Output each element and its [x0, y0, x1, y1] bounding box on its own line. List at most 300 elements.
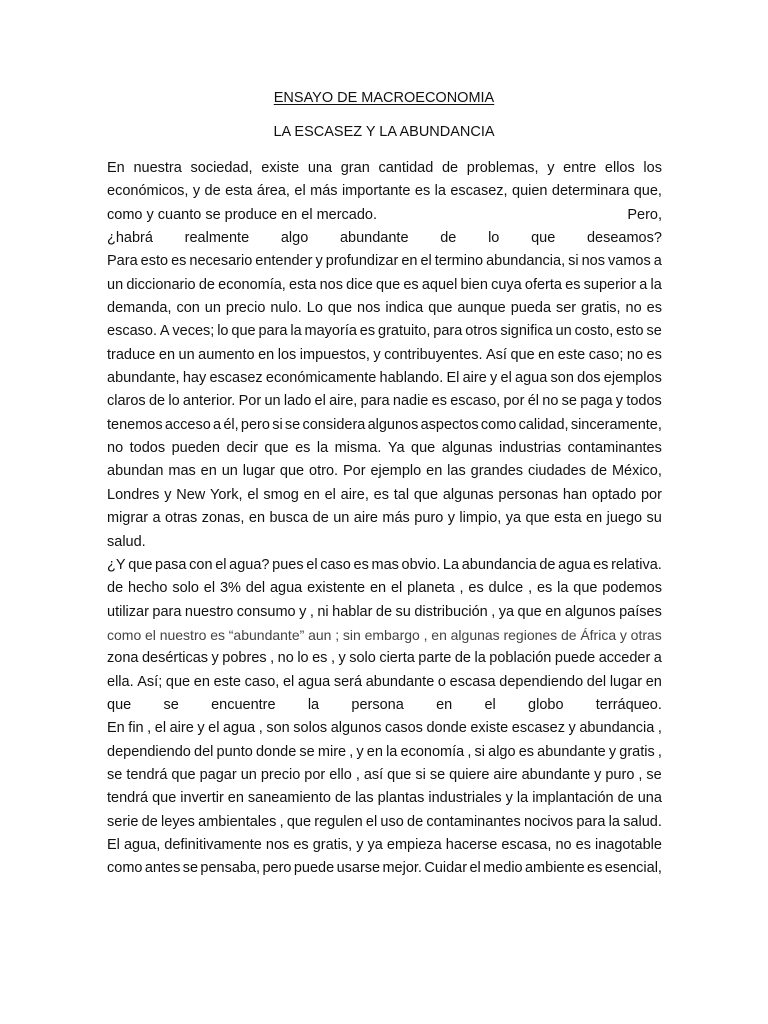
- body-word: de: [440, 230, 457, 247]
- body-word: por: [640, 486, 662, 503]
- body-word: que: [525, 510, 550, 527]
- body-word: aun: [308, 626, 332, 643]
- body-word: Así;: [137, 673, 163, 690]
- body-word: gran: [340, 160, 370, 176]
- body-word: y: [338, 650, 346, 667]
- body-word: gratuito,: [378, 323, 431, 340]
- body-word: aire: [462, 370, 487, 387]
- body-word: de: [312, 510, 329, 527]
- body-word: antes: [144, 860, 181, 877]
- body-word: área,: [256, 183, 290, 200]
- body-word: del: [586, 673, 607, 690]
- body-word: ,: [459, 580, 464, 597]
- body-word: ella.: [107, 673, 134, 690]
- body-word: distribución: [414, 603, 488, 620]
- body-word: Londres: [107, 486, 160, 503]
- body-word: mejor.: [382, 860, 422, 877]
- body-word: gratis: [619, 743, 655, 760]
- body-line: [107, 811, 662, 834]
- body-word: optado: [591, 486, 637, 503]
- body-word: no: [277, 650, 294, 667]
- body-word: demanda,: [107, 300, 172, 317]
- body-word: y: [373, 346, 381, 363]
- body-word: que: [411, 440, 436, 457]
- body-word: caso;: [588, 346, 624, 363]
- body-word: algunos: [330, 720, 382, 737]
- body-line: [107, 694, 662, 717]
- body-word: consumo: [236, 603, 296, 620]
- body-word: el: [420, 253, 432, 270]
- body-word: nuestro: [184, 603, 234, 620]
- body-word: los: [277, 346, 297, 363]
- body-word: cantidad: [378, 160, 434, 176]
- body-word: en: [426, 463, 443, 480]
- body-word: las: [447, 463, 466, 480]
- body-word: nuestro: [159, 626, 207, 643]
- body-word: y: [447, 510, 455, 527]
- body-word: se: [429, 766, 446, 783]
- body-word: algunos: [564, 603, 616, 620]
- body-word: relativa.: [611, 556, 662, 573]
- body-word: grandes: [470, 463, 524, 480]
- body-line: [107, 577, 662, 600]
- body-line: [107, 834, 662, 857]
- body-word: precio: [225, 300, 266, 317]
- body-word: entre: [563, 160, 597, 176]
- body-word: saneamiento: [247, 790, 331, 807]
- body-word: termino: [434, 253, 484, 270]
- document-subtitle: LA ESCASEZ Y LA ABUNDANCIA: [273, 124, 495, 140]
- body-word: escasa,: [501, 836, 552, 853]
- body-word: pueda: [510, 300, 552, 317]
- body-word: que: [573, 580, 598, 597]
- body-word: de: [407, 813, 424, 830]
- body-word: que: [279, 463, 305, 480]
- body-word: de: [454, 650, 471, 667]
- body-word: aquel: [421, 276, 458, 293]
- body-word: algunas: [450, 626, 500, 643]
- body-word: contribuyentes.: [384, 346, 483, 363]
- body-line: [107, 484, 662, 507]
- body-word: agua: [297, 673, 331, 690]
- body-word: economía: [400, 743, 465, 760]
- body-word: usarse: [336, 860, 381, 877]
- body-word: ellos: [604, 160, 635, 176]
- body-word: algunos: [367, 416, 419, 433]
- body-word: ya: [498, 603, 515, 620]
- body-word: nocivos: [523, 813, 574, 830]
- body-word: es: [359, 323, 376, 340]
- body-word: todos: [626, 393, 662, 410]
- body-word: la: [434, 183, 446, 200]
- body-word: pueden: [171, 440, 220, 457]
- body-word: solo: [349, 650, 376, 667]
- body-word: ejemplo: [370, 463, 422, 480]
- body-word: dos: [577, 370, 601, 387]
- body-word: sinceramente,: [570, 416, 662, 433]
- body-line: [107, 227, 662, 250]
- body-line: [107, 507, 662, 530]
- body-word: es: [293, 836, 309, 853]
- body-word: ,: [270, 650, 275, 667]
- body-word: pobres: [222, 650, 267, 667]
- body-word: de: [560, 626, 577, 643]
- body-word: en: [248, 510, 266, 527]
- body-word: puro: [605, 766, 635, 783]
- body-word: son: [266, 720, 290, 737]
- body-word: mas: [371, 556, 399, 573]
- body-word: algo: [488, 743, 516, 760]
- body-word: en: [586, 510, 603, 527]
- body-word: es: [414, 183, 431, 200]
- body-word: y: [608, 743, 617, 760]
- body-word: han: [562, 486, 588, 503]
- body-word: diccionario: [126, 276, 196, 293]
- body-word: busca: [269, 510, 309, 527]
- body-word: en: [369, 580, 387, 597]
- body-word: y: [619, 626, 627, 643]
- body-word: que: [264, 440, 289, 457]
- body-word: el: [365, 813, 378, 830]
- body-word: de: [617, 790, 634, 807]
- body-word: no: [542, 393, 559, 410]
- body-word: las: [355, 790, 374, 807]
- body-word: la: [290, 323, 302, 340]
- body-word: bien: [460, 276, 488, 293]
- body-word: Cuidar: [424, 860, 468, 877]
- body-word: necesario: [189, 253, 253, 270]
- body-word: precio: [260, 766, 301, 783]
- body-word: la: [307, 696, 320, 713]
- body-word: como: [107, 860, 143, 877]
- body-word: tendrá: [126, 766, 168, 783]
- body-word: dice: [346, 276, 373, 293]
- body-word: con: [176, 300, 200, 317]
- body-word: el: [390, 580, 403, 597]
- body-word: acceder: [598, 650, 651, 667]
- body-word: abundante,: [107, 370, 180, 387]
- body-word: de: [375, 603, 393, 620]
- body-word: países: [619, 603, 662, 620]
- body-word: es: [646, 300, 662, 317]
- body-word: fin: [128, 720, 144, 737]
- body-word: realmente: [184, 230, 250, 247]
- body-word: ,: [147, 720, 152, 737]
- body-word: escaso.: [107, 323, 157, 340]
- body-word: es: [171, 253, 187, 270]
- body-word: industrias: [499, 440, 562, 457]
- body-word: aunque: [457, 300, 506, 317]
- body-word: parte: [418, 650, 452, 667]
- body-word: lugar: [609, 673, 643, 690]
- body-word: A: [159, 323, 170, 340]
- body-word: la: [608, 813, 620, 830]
- body-line: [107, 274, 662, 297]
- body-word: para: [433, 323, 463, 340]
- body-word: y: [315, 253, 323, 270]
- body-word: su: [646, 510, 662, 527]
- body-word: el: [282, 673, 295, 690]
- body-word: en: [200, 463, 217, 480]
- body-word: ,: [638, 766, 643, 783]
- body-word: a: [653, 253, 662, 270]
- body-word: salud.: [623, 813, 662, 830]
- body-word: escasa: [449, 673, 496, 690]
- body-word: es: [295, 440, 311, 457]
- body-word: es: [593, 556, 609, 573]
- body-word: pero: [262, 860, 292, 877]
- body-word: agua,: [123, 836, 161, 853]
- body-word: la: [557, 580, 569, 597]
- body-word: puro: [414, 510, 444, 527]
- body-word: es: [536, 580, 553, 597]
- body-word: no: [626, 346, 644, 363]
- body-word: en: [158, 346, 176, 363]
- body-word: y: [615, 393, 624, 410]
- body-word: superior: [583, 276, 637, 293]
- body-word: sociedad,: [190, 160, 253, 176]
- body-word: solos: [293, 720, 328, 737]
- body-word: que: [107, 696, 132, 713]
- body-line: [107, 764, 662, 787]
- body-word: Por: [238, 393, 262, 410]
- body-word: otro.: [309, 463, 339, 480]
- body-word: en: [303, 486, 320, 503]
- body-word: paga: [580, 393, 613, 410]
- body-word: vamos: [608, 253, 651, 270]
- body-word: y: [299, 603, 307, 620]
- body-word: En: [107, 720, 125, 737]
- body-word: hay: [182, 370, 207, 387]
- body-line: [107, 787, 662, 810]
- body-word: profundizar: [325, 253, 399, 270]
- body-word: que: [286, 813, 312, 830]
- body-word: ,: [258, 720, 263, 737]
- body-word: gratis,: [581, 300, 621, 317]
- body-word: que: [231, 323, 256, 340]
- body-word: puede: [554, 650, 596, 667]
- body-word: que: [327, 300, 353, 317]
- body-word: hacerse: [445, 836, 498, 853]
- body-word: es: [575, 836, 591, 853]
- body-word: mayoría: [304, 323, 357, 340]
- body-word: inagotable: [595, 836, 662, 853]
- body-word: leyes: [161, 813, 195, 830]
- body-word: Por: [342, 463, 366, 480]
- body-word: utilizar: [107, 603, 149, 620]
- body-line: [107, 460, 662, 483]
- body-word: y: [211, 650, 219, 667]
- body-word: en: [366, 743, 383, 760]
- body-word: abundante: [521, 766, 591, 783]
- body-word: existente: [307, 580, 366, 597]
- body-word: nulo.: [270, 300, 302, 317]
- body-word: hecho: [127, 580, 168, 597]
- body-word: es: [518, 743, 535, 760]
- body-word: es: [468, 580, 484, 597]
- body-word: su: [395, 603, 411, 620]
- body-word: es: [312, 650, 328, 667]
- body-word: serie: [107, 813, 139, 830]
- body-word: traduce: [107, 346, 156, 363]
- body-word: solo: [172, 580, 199, 597]
- body-word: por: [503, 393, 525, 410]
- body-word: El: [107, 836, 120, 853]
- body-word: aire: [169, 720, 194, 737]
- body-word: costo,: [574, 323, 614, 340]
- body-word: de: [141, 813, 158, 830]
- body-line: [107, 157, 662, 180]
- body-line-segment: como y cuanto se produce en el mercado.: [107, 206, 378, 223]
- body-word: otras: [630, 626, 662, 643]
- body-word: economía,: [218, 276, 286, 293]
- body-word: o: [437, 673, 446, 690]
- body-word: ,: [349, 743, 354, 760]
- body-word: misma.: [334, 440, 382, 457]
- body-word: lo: [168, 393, 180, 410]
- body-word: dependiendo: [107, 743, 191, 760]
- body-word: un: [204, 300, 221, 317]
- body-word: nos: [265, 836, 290, 853]
- body-word: limpio,: [459, 510, 502, 527]
- body-word: problemas,: [466, 160, 539, 176]
- body-word: desérticas: [141, 650, 209, 667]
- body-word: y: [547, 160, 555, 176]
- body-line: [107, 414, 662, 437]
- body-word: es: [210, 626, 225, 643]
- body-word: New: [176, 486, 206, 503]
- body-word: el: [247, 486, 259, 503]
- body-word: determinara: [551, 183, 630, 200]
- body-word: indica: [385, 300, 424, 317]
- body-line: [107, 601, 662, 624]
- body-word: importante: [341, 183, 411, 200]
- body-line: [107, 390, 662, 413]
- body-line: [107, 367, 662, 390]
- body-word: encuentre: [211, 696, 276, 713]
- body-word: no: [555, 836, 572, 853]
- body-word: el: [500, 370, 512, 387]
- body-word: en: [401, 253, 418, 270]
- body-word: un: [555, 323, 572, 340]
- body-word: que: [152, 790, 177, 807]
- body-word: en: [538, 346, 555, 363]
- body-line: [107, 250, 662, 273]
- body-word: ,: [467, 743, 472, 760]
- body-word: significa: [500, 323, 553, 340]
- body-word: escaso,: [450, 393, 501, 410]
- body-word: veces;: [172, 323, 215, 340]
- body-word: aire,: [329, 393, 358, 410]
- body-word: tendrá: [107, 790, 149, 807]
- body-word: para: [152, 603, 182, 620]
- body-word: este: [213, 673, 241, 690]
- body-word: algunas: [442, 486, 494, 503]
- body-word: de: [148, 393, 166, 410]
- body-line: [107, 180, 662, 203]
- body-word: esencial,: [604, 860, 662, 877]
- body-word: el: [203, 580, 216, 597]
- body-word: implantación: [532, 790, 614, 807]
- body-word: más: [310, 183, 338, 200]
- body-word: sin: [342, 626, 361, 643]
- body-line: [107, 671, 662, 694]
- body-word: hablando.: [379, 370, 444, 387]
- body-word: para: [360, 393, 390, 410]
- body-word: juego: [606, 510, 643, 527]
- body-word: “abundante”: [228, 626, 305, 643]
- body-line: salud.: [107, 533, 146, 550]
- body-word: que: [413, 486, 439, 503]
- body-word: de: [539, 556, 556, 573]
- body-word: en: [436, 696, 453, 713]
- body-word: esta: [225, 183, 253, 200]
- body-word: impuestos,: [299, 346, 370, 363]
- body-word: La: [442, 556, 460, 573]
- body-word: es: [431, 393, 447, 410]
- body-word: definitivamente: [164, 836, 262, 853]
- body-word: ,: [657, 743, 662, 760]
- body-word: se: [646, 323, 662, 340]
- body-word: por: [304, 766, 326, 783]
- body-word: ,: [528, 580, 533, 597]
- body-word: como: [480, 416, 517, 433]
- body-word: un: [178, 346, 195, 363]
- body-word: un: [221, 463, 238, 480]
- body-word: ambientales: [198, 813, 277, 830]
- body-word: que: [128, 556, 153, 573]
- body-word: población: [489, 650, 552, 667]
- body-word: 3%: [219, 580, 241, 597]
- body-word: una: [307, 160, 333, 176]
- body-word: si: [415, 766, 426, 783]
- body-word: punto: [216, 743, 253, 760]
- body-word: los: [643, 160, 662, 176]
- body-word: un: [264, 393, 281, 410]
- body-word: el: [484, 696, 496, 713]
- body-word: lo: [217, 323, 229, 340]
- body-word: ello: [329, 766, 352, 783]
- body-word: industriales: [428, 790, 502, 807]
- body-word: en: [227, 790, 244, 807]
- body-word: que: [165, 673, 191, 690]
- body-word: económicamente: [265, 370, 377, 387]
- body-word: embargo: [364, 626, 420, 643]
- body-word: el: [324, 486, 336, 503]
- body-word: ,: [657, 720, 662, 737]
- body-word: es: [565, 276, 581, 293]
- body-word: zonas,: [201, 510, 245, 527]
- body-word: pensaba,: [200, 860, 261, 877]
- body-word: tenemos: [107, 416, 163, 433]
- body-word: Para: [107, 253, 138, 270]
- body-word: no: [107, 440, 124, 457]
- body-word: de: [198, 276, 215, 293]
- body-word: de: [590, 463, 608, 480]
- body-word: caso,: [244, 673, 280, 690]
- body-word: invertir: [180, 790, 224, 807]
- body-word: es: [373, 486, 389, 503]
- body-word: que: [387, 766, 412, 783]
- body-word: se: [107, 766, 123, 783]
- body-word: puede: [293, 860, 335, 877]
- body-word: donde: [426, 720, 467, 737]
- body-word: ambiente: [524, 860, 585, 877]
- body-word: algo: [280, 230, 309, 247]
- body-word: quien: [512, 183, 548, 200]
- body-word: que: [171, 766, 196, 783]
- body-word: smog: [263, 486, 299, 503]
